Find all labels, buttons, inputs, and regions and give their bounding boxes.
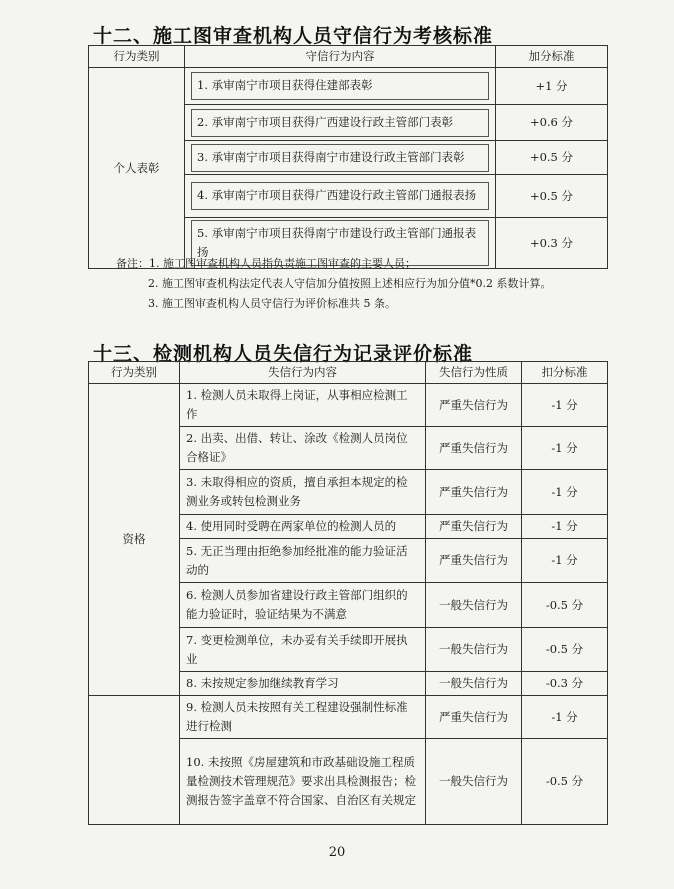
behavior-content: 6. 检测人员参加省建设行政主管部门组织的能力验证时，验证结果为不满意 xyxy=(180,583,426,628)
behavior-content: 3. 承审南宁市项目获得南宁市建设行政主管部门表彰 xyxy=(191,144,489,172)
note-line: 3. 施工图审查机构人员守信行为评价标准共 5 条。 xyxy=(148,297,396,310)
note-line: 2. 施工图审查机构法定代表人守信加分值按照上述相应行为加分值*0.2 系数计算。 xyxy=(148,277,552,290)
behavior-nature: 严重失信行为 xyxy=(426,539,522,583)
behavior-content: 5. 承审南宁市项目获得南宁市建设行政主管部门通报表扬 xyxy=(191,220,489,266)
behavior-content: 9. 检测人员未按照有关工程建设强制性标准进行检测 xyxy=(180,696,426,739)
behavior-nature: 一般失信行为 xyxy=(426,583,522,628)
behavior-nature: 严重失信行为 xyxy=(426,427,522,470)
behavior-category: 个人表彰 xyxy=(89,68,185,269)
section-12-table xyxy=(88,45,608,269)
behavior-content: 2. 出卖、出借、转让、涂改《检测人员岗位合格证》 xyxy=(180,427,426,470)
behavior-nature: 严重失信行为 xyxy=(426,470,522,515)
table-row xyxy=(89,68,608,105)
table-row xyxy=(89,384,608,427)
score: -0.5 分 xyxy=(522,739,608,825)
behavior-nature: 严重失信行为 xyxy=(426,515,522,539)
behavior-category-empty xyxy=(89,696,180,825)
note-line: 备注：1. 施工图审查机构人员指负责施工图审查的主要人员； xyxy=(116,257,416,270)
behavior-nature: 一般失信行为 xyxy=(426,672,522,696)
score: +0.5 分 xyxy=(496,175,608,218)
score: -1 分 xyxy=(522,515,608,539)
behavior-content: 1. 检测人员未取得上岗证，从事相应检测工作 xyxy=(180,384,426,427)
score: -0.3 分 xyxy=(522,672,608,696)
score: -0.5 分 xyxy=(522,628,608,672)
behavior-content: 2. 承审南宁市项目获得广西建设行政主管部门表彰 xyxy=(191,109,489,137)
section-13-table xyxy=(88,361,608,825)
behavior-content: 4. 使用同时受聘在两家单位的检测人员的 xyxy=(180,515,426,539)
behavior-category: 资格 xyxy=(89,384,180,696)
score: -1 分 xyxy=(522,470,608,515)
score: -1 分 xyxy=(522,539,608,583)
table-row xyxy=(89,696,608,739)
behavior-nature: 一般失信行为 xyxy=(426,739,522,825)
behavior-content: 10. 未按照《房屋建筑和市政基础设施工程质量检测技术管理规范》要求出具检测报告；检测报告签字盖章不符合国家、自治区有关规定 xyxy=(180,739,426,825)
section-12-title: 十二、施工图审查机构人员守信行为考核标准 xyxy=(93,25,494,47)
behavior-content: 5. 无正当理由拒绝参加经批准的能力验证活动的 xyxy=(180,539,426,583)
page-number: 20 xyxy=(328,845,346,860)
score: -0.5 分 xyxy=(522,583,608,628)
section-12-notes xyxy=(116,254,551,314)
behavior-content: 4. 承审南宁市项目获得广西建设行政主管部门通报表扬 xyxy=(191,182,489,210)
column-header: 守信行为内容 xyxy=(185,46,496,68)
behavior-content: 1. 承审南宁市项目获得住建部表彰 xyxy=(191,72,489,100)
column-header: 失信行为内容 xyxy=(180,362,426,384)
score: +0.3 分 xyxy=(496,218,608,269)
column-header: 加分标准 xyxy=(496,46,608,68)
behavior-content: 7. 变更检测单位，未办妥有关手续即开展执业 xyxy=(180,628,426,672)
behavior-nature: 一般失信行为 xyxy=(426,628,522,672)
score: -1 分 xyxy=(522,384,608,427)
column-header: 扣分标准 xyxy=(522,362,608,384)
score: +0.6 分 xyxy=(496,105,608,141)
column-header: 行为类别 xyxy=(89,46,185,68)
column-header: 行为类别 xyxy=(89,362,180,384)
section-13-title: 十三、检测机构人员失信行为记录评价标准 xyxy=(93,343,474,365)
behavior-content: 8. 未按规定参加继续教育学习 xyxy=(180,672,426,696)
behavior-nature: 严重失信行为 xyxy=(426,384,522,427)
behavior-nature: 严重失信行为 xyxy=(426,696,522,739)
score: +1 分 xyxy=(496,68,608,105)
score: +0.5 分 xyxy=(496,141,608,175)
score: -1 分 xyxy=(522,696,608,739)
behavior-content: 3. 未取得相应的资质，擅自承担本规定的检测业务或转包检测业务 xyxy=(180,470,426,515)
column-header: 失信行为性质 xyxy=(426,362,522,384)
score: -1 分 xyxy=(522,427,608,470)
